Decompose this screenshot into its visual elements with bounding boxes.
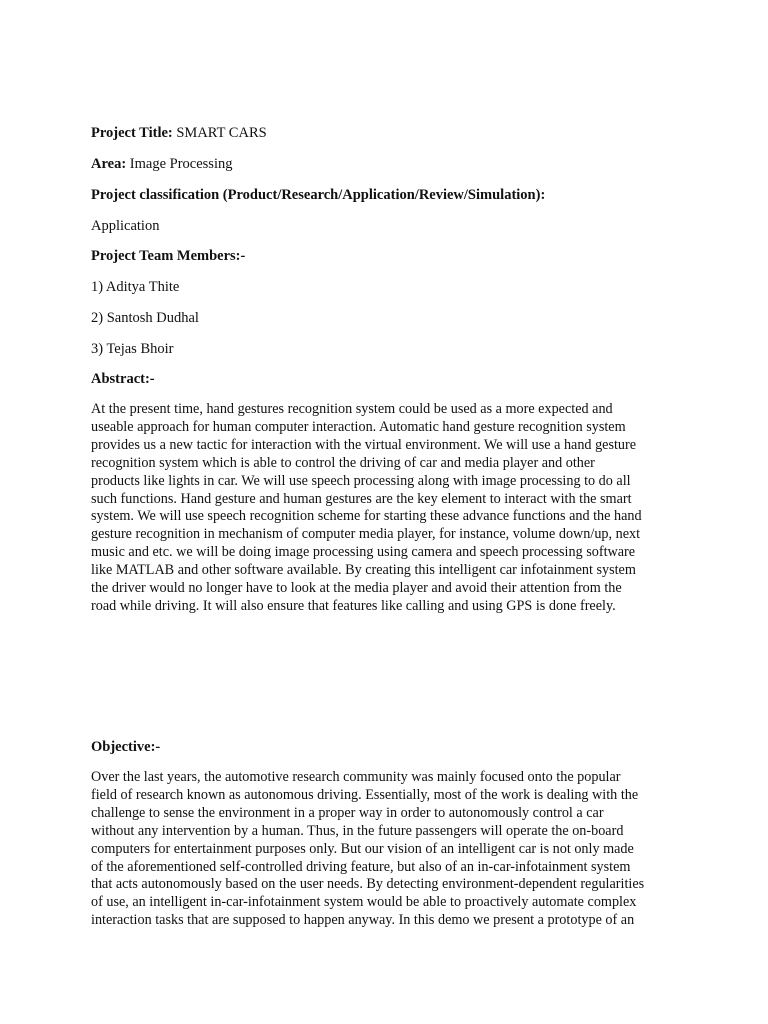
classification-value: Application: [91, 218, 160, 234]
team-member: 3) Tejas Bhoir: [91, 341, 174, 357]
project-title-line: [91, 124, 267, 142]
area-value: Image Processing: [129, 156, 233, 172]
team-member: 1) Aditya Thite: [91, 279, 180, 295]
abstract-line: music and etc. we will be doing image processing using camera and speech processing software: [91, 544, 636, 561]
objective-line: that acts autonomously based on the user needs. By detecting environment-dependent regularities: [91, 876, 645, 893]
classification-label: Project classification (Product/Research/Application/Review/Simulation):: [91, 187, 546, 203]
abstract-line: At the present time, hand gestures recognition system could be used as a more expected and: [91, 401, 613, 417]
objective-line: field of research known as autonomous driving. Essentially, most of the work is dealing with the: [91, 786, 639, 803]
abstract-line: provides us a new tactic for interaction with the virtual environment. We will use a hand gesture: [91, 436, 637, 453]
team-heading: Project Team Members:-: [91, 248, 246, 264]
abstract-line: recognition system which is able to control the driving of car and media player and other: [91, 454, 595, 471]
abstract-line: like MATLAB and other software available. By creating this intelligent car infotainment system: [91, 562, 636, 579]
project-title-value: SMART CARS: [176, 125, 267, 141]
objective-line: without any intervention by a human. Thus, in the future passengers will operate the on-board: [91, 822, 624, 839]
objective-paragraph: [91, 769, 671, 930]
objective-heading: Objective:-: [91, 739, 161, 755]
team-member: 2) Santosh Dudhal: [91, 310, 199, 326]
objective-line: interaction tasks that are supposed to happen anyway. In this demo we present a prototype of an: [91, 912, 635, 929]
abstract-heading: Abstract:-: [91, 371, 155, 387]
abstract-line: road while driving. It will also ensure that features like calling and using GPS is done freely.: [91, 597, 616, 614]
area-label: Area:: [91, 156, 127, 172]
objective-line: of the aforementioned self-controlled driving feature, but also of an in-car-infotainment system: [91, 858, 631, 875]
abstract-line: such functions. Hand gesture and human gestures are the key element to interact with the smart: [91, 490, 632, 507]
abstract-line: system. We will use speech recognition scheme for starting these advance functions and the hand: [91, 508, 642, 525]
area-line: [91, 155, 232, 173]
abstract-line: useable approach for human computer interaction. Automatic hand gesture recognition system: [91, 418, 626, 435]
abstract-line: products like lights in car. We will use speech processing along with image processing to do all: [91, 472, 631, 489]
abstract-line: gesture recognition in mechanism of computer media player, for instance, volume down/up, next: [91, 526, 641, 543]
objective-line: of use, an intelligent in-car-infotainment system would be able to proactively automate complex: [91, 894, 637, 911]
abstract-line: the driver would no longer have to look at the media player and avoid their attention from the: [91, 580, 622, 597]
objective-line: Over the last years, the automotive research community was mainly focused onto the popular: [91, 769, 621, 785]
project-title-label: Project Title:: [91, 125, 173, 141]
objective-line: challenge to sense the environment in a proper way in order to autonomously control a car: [91, 804, 604, 821]
abstract-paragraph: [91, 401, 671, 616]
objective-line: computers for entertainment purposes only. But our vision of an intelligent car is not only made: [91, 840, 634, 857]
